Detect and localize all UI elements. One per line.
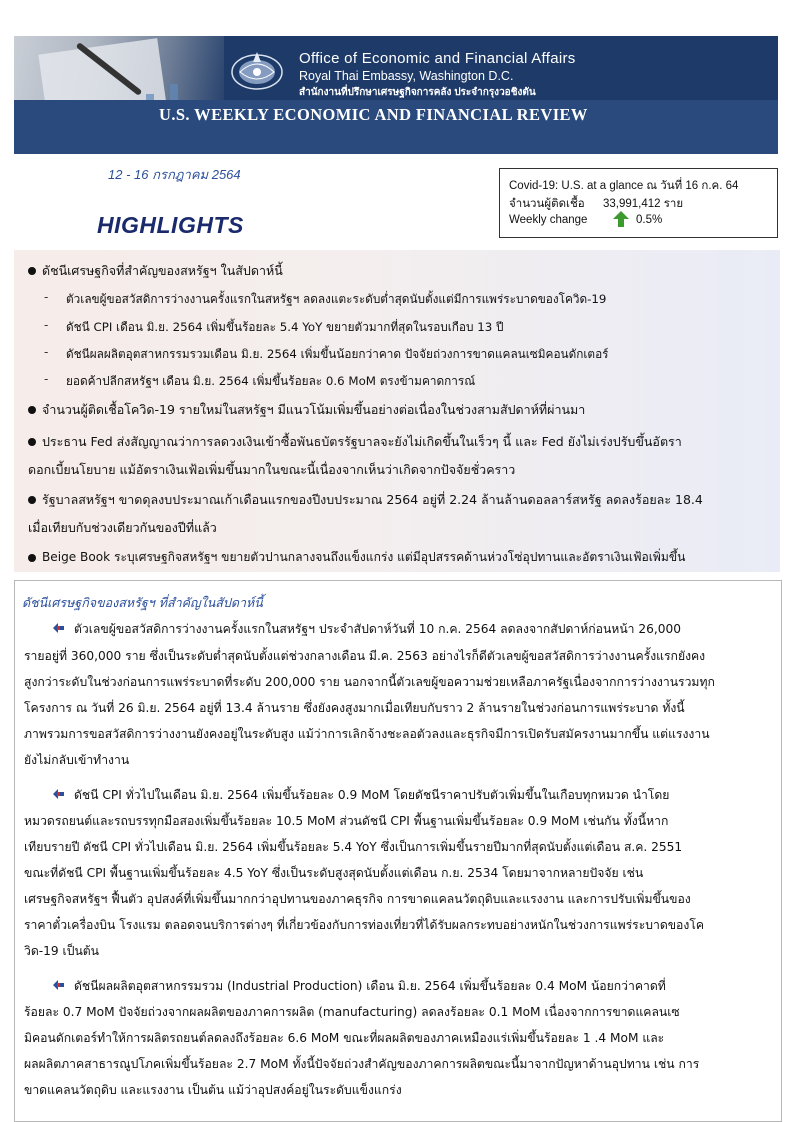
weekly-change-label: Weekly change [509, 214, 588, 226]
para3-line: ผลผลิตภาคสาธารณูปโภคเพิ่มขึ้นร้อยละ 2.7 MoM ทั้งนี้ปัจจัยถ่วงสำคัญของภาคการผลิตขณะนี้มาจากปัญหาด้านอุปทาน เช่น การ [24, 1057, 700, 1071]
highlight-1-sub-4: ยอดค้าปลีกสหรัฐฯ เดือน มิ.ย. 2564 เพิ่มขึ้นร้อยละ 0.6 MoM ตรงข้ามคาดการณ์ [66, 374, 476, 388]
highlights-heading: HIGHLIGHTS [97, 212, 244, 238]
bullet-icon [28, 438, 36, 446]
cases-label: จำนวนผู้ติดเชื้อ [509, 198, 585, 210]
para2-line: ราคาตั๋วเครื่องบิน โรงแรม ตลอดจนบริการต่างๆ ที่เกี่ยวข้องกับการท่องเที่ยวที่ได้รับผลกระทบอย่างหนักในช่วงการแพร่ระบาดของโค [24, 918, 705, 932]
highlight-1-sub-1: ตัวเลขผู้ขอสวัสดิการว่างงานครั้งแรกในสหรัฐฯ ลดลงแตะระดับต่ำสุดนับตั้งแต่มีการแพร่ระบาดของโควิด-19 [66, 292, 607, 306]
highlight-5: Beige Book ระบุเศรษฐกิจสหรัฐฯ ขยายตัวปานกลางจนถึงแข็งแกร่ง แต่มีอุปสรรคด้านห่วงโซ่อุปทานและอัตราเงินเฟ้อเพิ่มขึ้น [42, 550, 686, 564]
covid-glance-box [499, 168, 778, 238]
highlight-3-line1: ประธาน Fed ส่งสัญญาณว่าการลดวงเงินเข้าซื้อพันธบัตรรัฐบาลจะยังไม่เกิดขึ้นในเร็วๆ นี้ และ Fed ยังไม่เร่งปรับขึ้นอัตรา [42, 434, 682, 449]
bullet-icon [28, 554, 36, 562]
highlight-2: จำนวนผู้ติดเชื้อโควิด-19 รายใหม่ในสหรัฐฯ มีแนวโน้มเพิ่มขึ้นอย่างต่อเนื่องในช่วงสามสัปดาห์ที่ผ่านมา [42, 402, 586, 417]
para2-line: ดัชนี CPI ทั่วไปในเดือน มิ.ย. 2564 เพิ่มขึ้นร้อยละ 0.9 MoM โดยดัชนีราคาปรับตัวเพิ่มขึ้นในเกือบทุกหมวด นำโดย [74, 788, 670, 802]
dash-icon: - [44, 345, 49, 359]
embassy-title: Royal Thai Embassy, Washington D.C. [299, 69, 514, 83]
para3-line: ร้อยละ 0.7 MoM ปัจจัยถ่วงจากผลผลิตของภาคการผลิต (manufacturing) ลดลงร้อยละ 0.1 MoM เนื่องจากการขาดแคลนเซ [24, 1005, 680, 1019]
office-title: Office of Economic and Financial Affairs [299, 50, 576, 67]
ministry-emblem-icon [228, 46, 286, 92]
para2-line: ขณะที่ดัชนี CPI พื้นฐานเพิ่มขึ้นร้อยละ 4.5 YoY ซึ่งเป็นระดับสูงสุดนับตั้งแต่เดือน ก.ย. 2534 โดยมาจากหลายปัจจัย เช่น [24, 866, 644, 880]
highlight-3-line2: ดอกเบี้ยนโยบาย แม้อัตราเงินเฟ้อเพิ่มขึ้นมากในขณะนี้เนื่องจากเห็นว่าเกิดจากปัจจัยชั่วคราว [28, 462, 516, 477]
section-title: ดัชนีเศรษฐกิจของสหรัฐฯ ที่สำคัญในสัปดาห์นี้ [22, 595, 263, 610]
para1-line: ภาพรวมการขอสวัสดิการว่างงานยังคงอยู่ในระดับสูง แม้ว่าการเลิกจ้างชะลอตัวลงและธุรกิจมีการเปิดรับสมัครงานมากขึ้น แต่แรงงาน [24, 727, 710, 741]
weekly-change-value: 0.5% [636, 214, 663, 226]
para2-line: วิด-19 เป็นต้น [24, 944, 100, 958]
covid-box-title: Covid-19: U.S. at a glance ณ วันที่ 16 ก.ค. 64 [509, 180, 739, 192]
bullet-icon [28, 267, 36, 275]
para2-line: เศรษฐกิจสหรัฐฯ ฟื้นตัว อุปสงค์ที่เพิ่มขึ้นมากกว่าอุปทานของภาคธุรกิจ การขาดแคลนวัตถุดิบและแรงงาน และการปรับเพิ่มขึ้นของ [24, 892, 691, 906]
para3-line: ขาดแคลนวัตถุดิบ และแรงงาน เป็นต้น แม้ว่าอุปสงค์อยู่ในระดับแข็งแกร่ง [24, 1083, 402, 1097]
review-title: U.S. WEEKLY ECONOMIC AND FINANCIAL REVIEW [159, 105, 588, 124]
dash-icon: - [44, 318, 49, 332]
date-range: 12 - 16 กรกฎาคม 2564 [108, 167, 241, 182]
office-title-thai: สำนักงานที่ปรึกษาเศรษฐกิจการคลัง ประจำกรุงวอชิงตัน [299, 87, 536, 98]
up-arrow-icon [612, 210, 630, 228]
highlight-1-sub-2: ดัชนี CPI เดือน มิ.ย. 2564 เพิ่มขึ้นร้อยละ 5.4 YoY ขยายตัวมากที่สุดในรอบเกือบ 13 ปี [66, 320, 504, 334]
para3-line: มิคอนดักเตอร์ทำให้การผลิตรถยนต์ลดลงถึงร้อยละ 6.6 MoM ขณะที่ผลผลิตของภาคเหมืองแร่เพิ่มขึ้นร้อยละ 1 .4 MoM และ [24, 1031, 665, 1045]
para1-line: ยังไม่กลับเข้าทำงาน [24, 753, 130, 767]
diamond-bullet-icon [52, 979, 65, 990]
dash-icon: - [44, 372, 49, 386]
para2-line: หมวดรถยนต์และรถบรรทุกมือสองเพิ่มขึ้นร้อยละ 10.5 MoM ส่วนดัชนี CPI พื้นฐานเพิ่มขึ้นร้อยละ 0.9 MoM เช่นกัน ทั้งนี้หาก [24, 814, 669, 828]
para1-line: ตัวเลขผู้ขอสวัสดิการว่างงานครั้งแรกในสหรัฐฯ ประจำสัปดาห์วันที่ 10 ก.ค. 2564 ลดลงจากสัปดาห์ก่อนหน้า 26,000 [74, 622, 682, 636]
highlight-4-line2: เมื่อเทียบกับช่วงเดียวกันของปีที่แล้ว [28, 520, 217, 535]
cases-value: 33,991,412 ราย [603, 198, 684, 210]
para3-line: ดัชนีผลผลิตอุตสาหกรรมรวม (Industrial Production) เดือน มิ.ย. 2564 เพิ่มขึ้นร้อยละ 0.4 MoM น้อยกว่าคาดที่ [74, 979, 666, 993]
para1-line: รายอยู่ที่ 360,000 ราย ซึ่งเป็นระดับต่ำสุดนับตั้งแต่ช่วงกลางเดือน มี.ค. 2563 อย่างไรก็ดีตัวเลขผู้ขอสวัสดิการว่างงานครั้งแรกยังคง [24, 649, 706, 663]
highlight-1-sub-3: ดัชนีผลผลิตอุตสาหกรรมรวมเดือน มิ.ย. 2564 เพิ่มขึ้นน้อยกว่าคาด ปัจจัยถ่วงการขาดแคลนเซมิคอนดักเตอร์ [66, 347, 609, 361]
para1-line: สูงกว่าระดับในช่วงก่อนการแพร่ระบาดที่ระดับ 200,000 ราย นอกจากนี้ตัวเลขผู้ขอความช่วยเหลือภาครัฐเนื่องจากการว่างงานรวมทุก [24, 675, 715, 689]
bullet-icon [28, 406, 36, 414]
bullet-icon [28, 496, 36, 504]
diamond-bullet-icon [52, 622, 65, 633]
diamond-bullet-icon [52, 788, 65, 799]
para1-line: โครงการ ณ วันที่ 26 มิ.ย. 2564 อยู่ที่ 13.4 ล้านราย ซึ่งยังคงสูงมากเมื่อเทียบกับราว 2 ล้านรายในช่วงก่อนการแพร่ระบาด ทั้งนี้ [24, 701, 685, 715]
highlight-1: ดัชนีเศรษฐกิจที่สำคัญของสหรัฐฯ ในสัปดาห์นี้ [42, 263, 283, 278]
para2-line: เทียบรายปี ดัชนี CPI ทั่วไปเดือน มิ.ย. 2564 เพิ่มขึ้นร้อยละ 5.4 YoY ซึ่งเป็นการเพิ่มขึ้นรายปีมากที่สุดนับตั้งแต่เดือน ส.ค. 2551 [24, 840, 683, 854]
highlight-4-line1: รัฐบาลสหรัฐฯ ขาดดุลงบประมาณเก้าเดือนแรกของปีงบประมาณ 2564 อยู่ที่ 2.24 ล้านล้านดอลลาร์สหรัฐ ลดลงร้อยละ 18.4 [42, 492, 703, 507]
header-banner [14, 36, 778, 154]
dash-icon: - [44, 290, 49, 304]
